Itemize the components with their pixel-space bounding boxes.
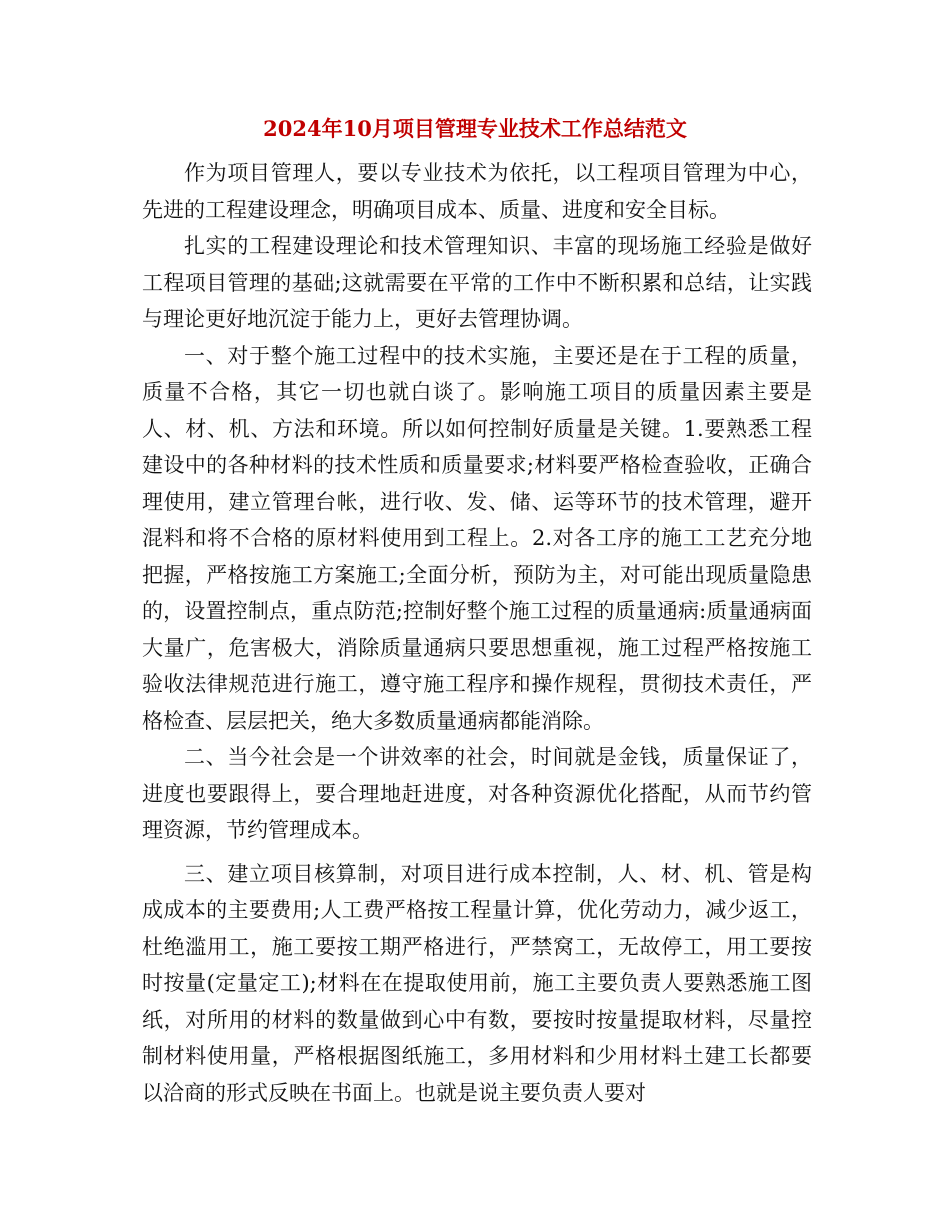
paragraph-intro: 作为项目管理人，要以专业技术为依托，以工程项目管理为中心，先进的工程建设理念，明确项目成本、质量、进度和安全目标。: [142, 161, 812, 222]
paragraph-cost: 三、建立项目核算制，对项目进行成本控制，人、材、机、管是构成成本的主要费用;人工费严格按工程量计算，优化劳动力，减少返工，杜绝滥用工，施工要按工期严格进行，严禁窝工，无故停工，用工要按时按量(定量定工);材料在在提取使用前，施工主要负责人要熟悉施工图纸，对所用的材料的数量做到心中有数，要按时按量提取材料，尽量控制材料使用量，严格根据图纸施工，多用材料和少用材料土建工长都要以洽商的形式反映在书面上。也就是说主要负责人要对: [142, 861, 812, 1105]
paragraph-quality: 一、对于整个施工过程中的技术实施，主要还是在于工程的质量，质量不合格，其它一切也就白谈了。影响施工项目的质量因素主要是人、材、机、方法和环境。所以如何控制好质量是关键。1.要熟悉工程建设中的各种材料的技术性质和质量要求;材料要严格检查验收，正确合理使用，建立管理台帐，进行收、发、储、运等环节的技术管理，避开混料和将不合格的原材料使用到工程上。2.对各工序的施工工艺充分地把握，严格按施工方案施工;全面分析，预防为主，对可能出现质量隐患的，设置控制点，重点防范;控制好整个施工过程的质量通病:质量通病面大量广，危害极大，消除质量通病只要思想重视，施工过程严格按施工验收法律规范进行施工，遵守施工程序和操作规程，贯彻技术责任，严格检查、层层把关，绝大多数质量通病都能消除。: [142, 343, 812, 733]
paragraph-foundation: 扎实的工程建设理论和技术管理知识、丰富的现场施工经验是做好工程项目管理的基础;这就需要在平常的工作中不断积累和总结，让实践与理论更好地沉淀于能力上，更好去管理协调。: [142, 234, 812, 331]
document-title: 2024年10月项目管理专业技术工作总结范文: [263, 116, 687, 141]
document-body: [142, 155, 812, 1111]
paragraph-schedule: 二、当今社会是一个讲效率的社会，时间就是金钱，质量保证了，进度也要跟得上，要合理地赶进度，对各种资源优化搭配，从而节约管理资源，节约管理成本。: [142, 745, 812, 842]
